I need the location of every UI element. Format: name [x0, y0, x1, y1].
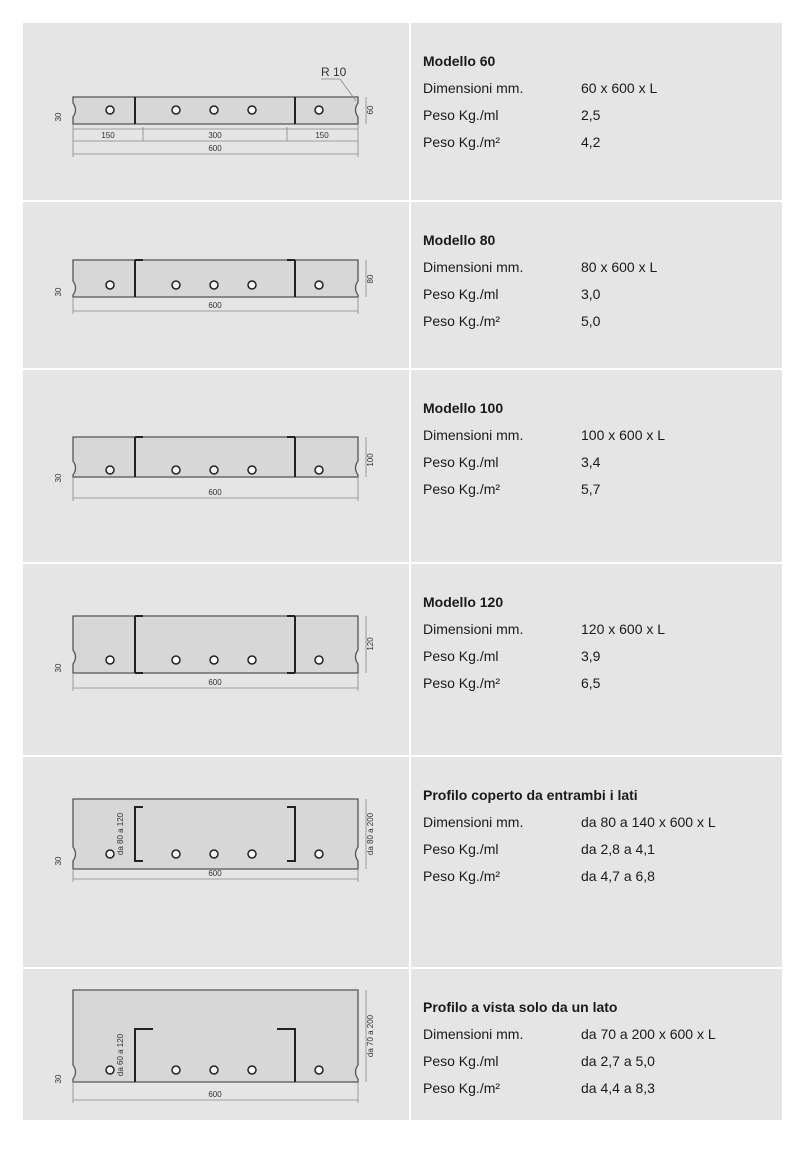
model-row [23, 370, 782, 564]
spec-row [423, 648, 782, 665]
spec-row [423, 1080, 782, 1097]
hole [172, 281, 180, 289]
spec-label: Peso Kg./m² [423, 134, 501, 150]
spec-value: 6,5 [581, 675, 601, 691]
spec-label: Peso Kg./m² [423, 313, 501, 329]
profile-drawing [23, 202, 409, 368]
hole [210, 281, 218, 289]
spec-row [423, 868, 782, 885]
base-label: 30 [54, 663, 63, 673]
section-drawing [23, 969, 409, 1120]
spec-label: Dimensioni mm. [423, 1026, 524, 1042]
model-row [23, 969, 782, 1120]
base-label: 30 [54, 856, 63, 866]
spec-label: Peso Kg./ml [423, 454, 499, 470]
spec-row [423, 259, 782, 276]
spec-value: da 4,7 a 6,8 [581, 868, 655, 884]
spec-label: Peso Kg./m² [423, 1080, 501, 1096]
hole [106, 281, 114, 289]
spec-value: 5,0 [581, 313, 601, 329]
hole [210, 466, 218, 474]
hole [315, 106, 323, 114]
hole [315, 850, 323, 858]
spec-row [423, 454, 782, 471]
width-label: 600 [208, 301, 222, 310]
inner-height-label: da 80 a 120 [116, 812, 125, 856]
spec-label: Peso Kg./ml [423, 648, 499, 664]
hole [172, 1066, 180, 1074]
radius-label: R 10 [321, 65, 347, 79]
hole [210, 850, 218, 858]
spec-value: da 4,4 a 8,3 [581, 1080, 655, 1096]
spec-row [423, 841, 782, 858]
spec-row [423, 427, 782, 444]
spec-value: 4,2 [581, 134, 601, 150]
height-label: 60 [366, 105, 375, 115]
spec-row [423, 1053, 782, 1070]
spec-panel [411, 202, 782, 368]
width-label: 600 [208, 869, 222, 878]
spec-label: Dimensioni mm. [423, 814, 524, 830]
spec-row [423, 80, 782, 97]
spec-value: 3,4 [581, 454, 601, 470]
height-label: da 70 a 200 [366, 1014, 375, 1058]
spec-value: da 2,8 a 4,1 [581, 841, 655, 857]
spec-label: Dimensioni mm. [423, 427, 524, 443]
hole [248, 850, 256, 858]
seg-left-label: 150 [101, 131, 115, 140]
spec-value: 80 x 600 x L [581, 259, 658, 275]
hole [315, 656, 323, 664]
height-label: 100 [366, 453, 375, 467]
spec-row [423, 286, 782, 303]
model-title: Profilo a vista solo da un lato [423, 999, 618, 1015]
model-row [23, 202, 782, 370]
spec-value: 2,5 [581, 107, 601, 123]
spec-value: 60 x 600 x L [581, 80, 658, 96]
inner-height-label: da 60 a 120 [116, 1033, 125, 1077]
spec-row [423, 814, 782, 831]
base-label: 30 [54, 1074, 63, 1084]
spec-value: da 80 a 140 x 600 x L [581, 814, 716, 830]
spec-row [423, 313, 782, 330]
model-row [23, 757, 782, 969]
spec-label: Dimensioni mm. [423, 259, 524, 275]
panel-section [73, 260, 358, 297]
profile-drawing [23, 969, 409, 1120]
hole [248, 1066, 256, 1074]
hole [248, 281, 256, 289]
width-label: 600 [208, 488, 222, 497]
base-label: 30 [54, 287, 63, 297]
spec-label: Peso Kg./m² [423, 675, 501, 691]
hole [172, 106, 180, 114]
spec-value: 3,9 [581, 648, 601, 664]
spec-label: Dimensioni mm. [423, 621, 524, 637]
profile-drawing [23, 23, 409, 200]
spec-panel [411, 564, 782, 755]
base-label: 30 [54, 473, 63, 483]
model-row [23, 564, 782, 757]
width-label: 600 [208, 144, 222, 153]
height-label: da 80 a 200 [366, 812, 375, 856]
hole [248, 656, 256, 664]
model-title: Modello 120 [423, 594, 504, 610]
spec-value: da 2,7 a 5,0 [581, 1053, 655, 1069]
profile-drawing [23, 564, 409, 755]
width-label: 600 [208, 678, 222, 687]
hole [172, 850, 180, 858]
hole [210, 656, 218, 664]
hole [210, 1066, 218, 1074]
hole [248, 466, 256, 474]
base-label: 30 [54, 112, 63, 122]
height-label: 120 [366, 637, 375, 651]
spec-panel [411, 969, 782, 1120]
hole [106, 106, 114, 114]
profile-drawing [23, 370, 409, 562]
model-title: Modello 80 [423, 232, 496, 248]
model-title: Modello 60 [423, 53, 496, 69]
spec-label: Peso Kg./m² [423, 868, 501, 884]
spec-value: 3,0 [581, 286, 601, 302]
hole [106, 1066, 114, 1074]
hole [315, 281, 323, 289]
hole [106, 466, 114, 474]
section-drawing [23, 564, 409, 755]
spec-panel [411, 23, 782, 200]
spec-sheet [23, 23, 782, 1120]
hole [315, 1066, 323, 1074]
spec-value: 5,7 [581, 481, 601, 497]
spec-row [423, 1026, 782, 1043]
hole [106, 656, 114, 664]
spec-value: 120 x 600 x L [581, 621, 666, 637]
spec-row [423, 107, 782, 124]
width-label: 600 [208, 1090, 222, 1099]
spec-label: Peso Kg./ml [423, 841, 499, 857]
spec-label: Peso Kg./ml [423, 107, 499, 123]
section-drawing [23, 370, 409, 562]
section-drawing [23, 757, 409, 967]
seg-mid-label: 300 [208, 131, 222, 140]
spec-value: da 70 a 200 x 600 x L [581, 1026, 716, 1042]
hole [315, 466, 323, 474]
spec-label: Peso Kg./ml [423, 1053, 499, 1069]
hole [210, 106, 218, 114]
model-title: Modello 100 [423, 400, 504, 416]
spec-label: Peso Kg./m² [423, 481, 501, 497]
hole [106, 850, 114, 858]
hole [172, 466, 180, 474]
model-row [23, 23, 782, 202]
spec-panel [411, 757, 782, 967]
spec-row [423, 621, 782, 638]
spec-row [423, 134, 782, 151]
spec-row [423, 675, 782, 692]
spec-row [423, 481, 782, 498]
section-drawing [23, 23, 409, 200]
profile-drawing [23, 757, 409, 967]
spec-panel [411, 370, 782, 562]
spec-label: Dimensioni mm. [423, 80, 524, 96]
spec-value: 100 x 600 x L [581, 427, 666, 443]
model-title: Profilo coperto da entrambi i lati [423, 787, 638, 803]
hole [248, 106, 256, 114]
spec-label: Peso Kg./ml [423, 286, 499, 302]
section-drawing [23, 202, 409, 368]
seg-right-label: 150 [315, 131, 329, 140]
height-label: 80 [366, 274, 375, 284]
hole [172, 656, 180, 664]
